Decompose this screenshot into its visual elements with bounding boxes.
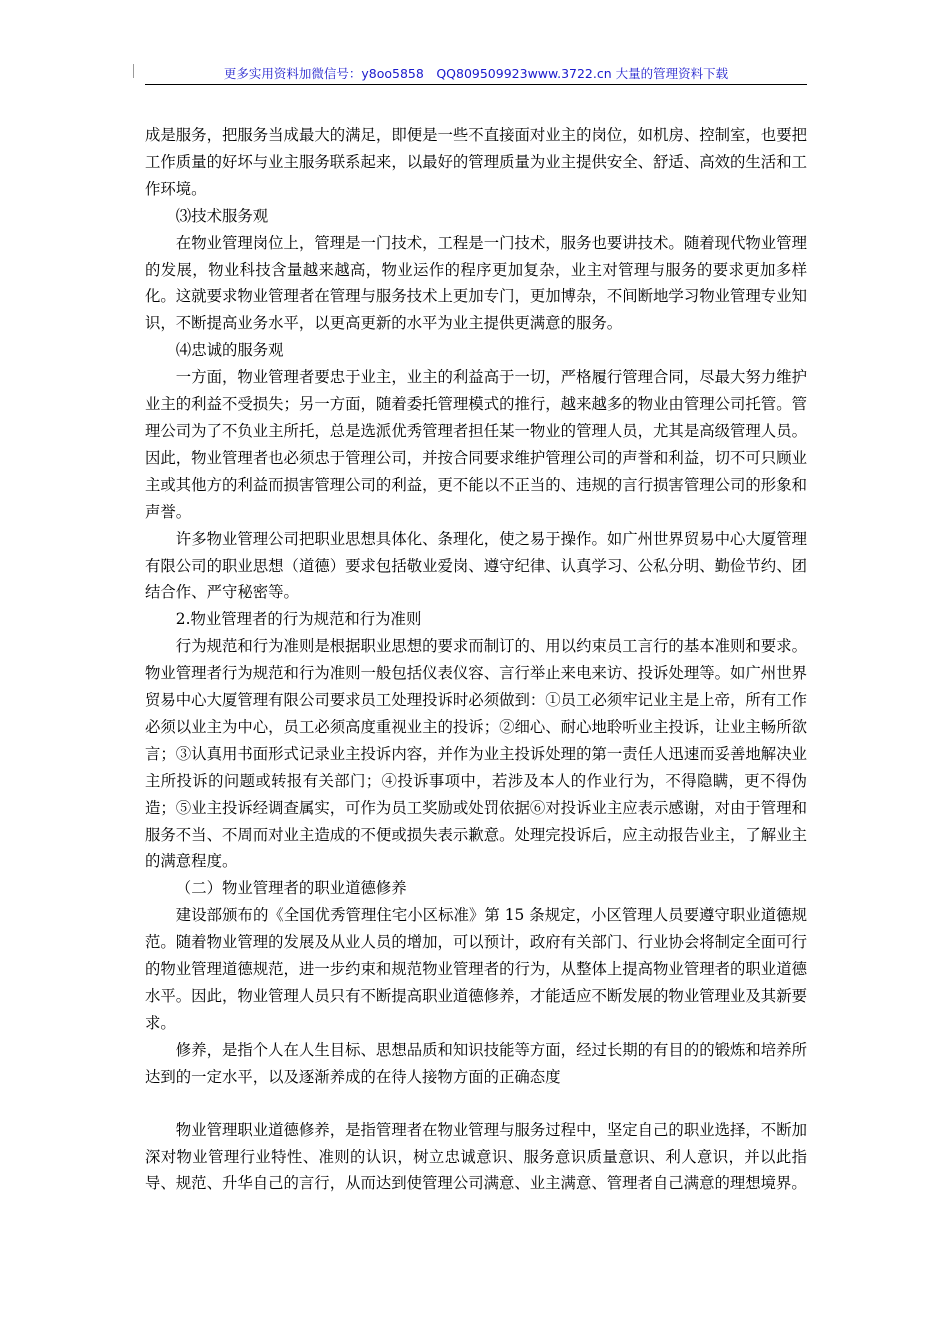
paragraph-ethics-cultivation: 物业管理职业道德修养，是指管理者在物业管理与服务过程中，坚定自己的职业选择，不断加深对物业管理行业特性、准则的认识，树立忠诚意识、服务意识质量意识、利人意识，并以此指导、规范、升华自己的言行，从而达到使管理公司满意、业主满意、管理者自己满意的理想境界。 bbox=[145, 1120, 807, 1193]
blank-gap bbox=[145, 1091, 807, 1117]
document-body bbox=[145, 122, 807, 1197]
paragraph-behavior-norms: 行为规范和行为准则是根据职业思想的要求而制订的、用以约束员工言行的基本准则和要求。物业管理者行为规范和行为准则一般包括仪表仪容、言行举止来电来访、投诉处理等。如广州世界贸易中心大厦管理有限公司要求员工处理投诉时必须做到：①员工必须牢记业主是上帝，所有工作必须以业主为中心，员工必须高度重视业主的投诉；②细心、耐心地聆听业主投诉，让业主畅所欲言；③认真用书面形式记录业主投诉内容，并作为业主投诉处理的第一责任人迅速而妥善地解决业主所投诉的问题或转报有关部门；④投诉事项中，若涉及本人的作业行为，不得隐瞒，更不得伪造；⑤业主投诉经调查属实，可作为员工奖励或处罚依据⑥对投诉业主应表示感谢，对由于管理和服务不当、不周而对业主造成的不便或损失表示歉意。处理完投诉后，应主动报告业主，了解业主的满意程度。 bbox=[145, 637, 807, 871]
subheading-loyal-service: ⑷忠诚的服务观 bbox=[175, 341, 284, 360]
paragraph-loyal-service: 一方面，物业管理者要忠于业主，业主的利益高于一切，严格履行管理合同，尽最大努力维护业主的利益不受损失；另一方面，随着委托管理模式的推行，越来越多的物业由管理公司托管。管理公司为了不负业主所托，总是选派优秀管理者担任某一物业的管理人员，尤其是高级管理人员。因此，物业管理者也必须忠于管理公司，并按合同要求维护管理公司的声誉和利益，切不可只顾业主或其他方的利益而损害管理公司的利益，更不能以不正当的、违规的言行损害管理公司的形象和声誉。 bbox=[145, 368, 807, 521]
paragraph-ethics-standard: 建设部颁布的《全国优秀管理住宅小区标准》第 15 条规定，小区管理人员要遵守职业道德规范。随着物业管理的发展及从业人员的增加，可以预计，政府有关部门、行业协会将制定全面可行的物业管理道德规范，进一步约束和规范物业管理者的行为，从整体上提高物业管理者的职业道德水平。因此，物业管理人员只有不断提高职业道德修养，才能适应不断发展的物业管理业及其新要求。 bbox=[145, 906, 807, 1032]
subheading-technical-service: ⑶技术服务观 bbox=[175, 206, 269, 225]
heading-ethics-cultivation: （二）物业管理者的职业道德修养 bbox=[175, 879, 407, 898]
paragraph-continuation: 成是服务，把服务当成最大的满足，即便是一些不直接面对业主的岗位，如机房、控制室，也要把工作质量的好坏与业主服务联系起来，以最好的管理质量为业主提供安全、舒适、高效的生活和工作环境。 bbox=[145, 126, 807, 198]
heading-behavior-norms: 2.物业管理者的行为规范和行为准则 bbox=[175, 610, 422, 629]
paragraph-cultivation-definition: 修养，是指个人在人生目标、思想品质和知识技能等方面，经过长期的有目的的锻炼和培养所达到的一定水平，以及逐渐养成的在待人接物方面的正确态度 bbox=[145, 1040, 807, 1086]
paragraph-technical-service: 在物业管理岗位上，管理是一门技术，工程是一门技术，服务也要讲技术。随着现代物业管理的发展，物业科技含量越来越高，物业运作的程序更加复杂，业主对管理与服务的要求更加多样化。这就要求物业管理者在管理与服务技术上更加专门，更加博杂，不间断地学习物业管理专业知识，不断提高业务水平，以更高更新的水平为业主提供更满意的服务。 bbox=[145, 233, 807, 333]
paragraph-professional-thought: 许多物业管理公司把职业思想具体化、条理化，使之易于操作。如广州世界贸易中心大厦管理有限公司的职业思想（道德）要求包括敬业爱岗、遵守纪律、认真学习、公私分明、勤俭节约、团结合作、严守秘密等。 bbox=[145, 529, 807, 602]
header-rule bbox=[145, 84, 807, 85]
margin-tick bbox=[133, 64, 134, 78]
page-header: 更多实用资料加微信号：y8oo5858 QQ809509923www.3722.cn 大量的管理资料下载 bbox=[223, 66, 729, 81]
